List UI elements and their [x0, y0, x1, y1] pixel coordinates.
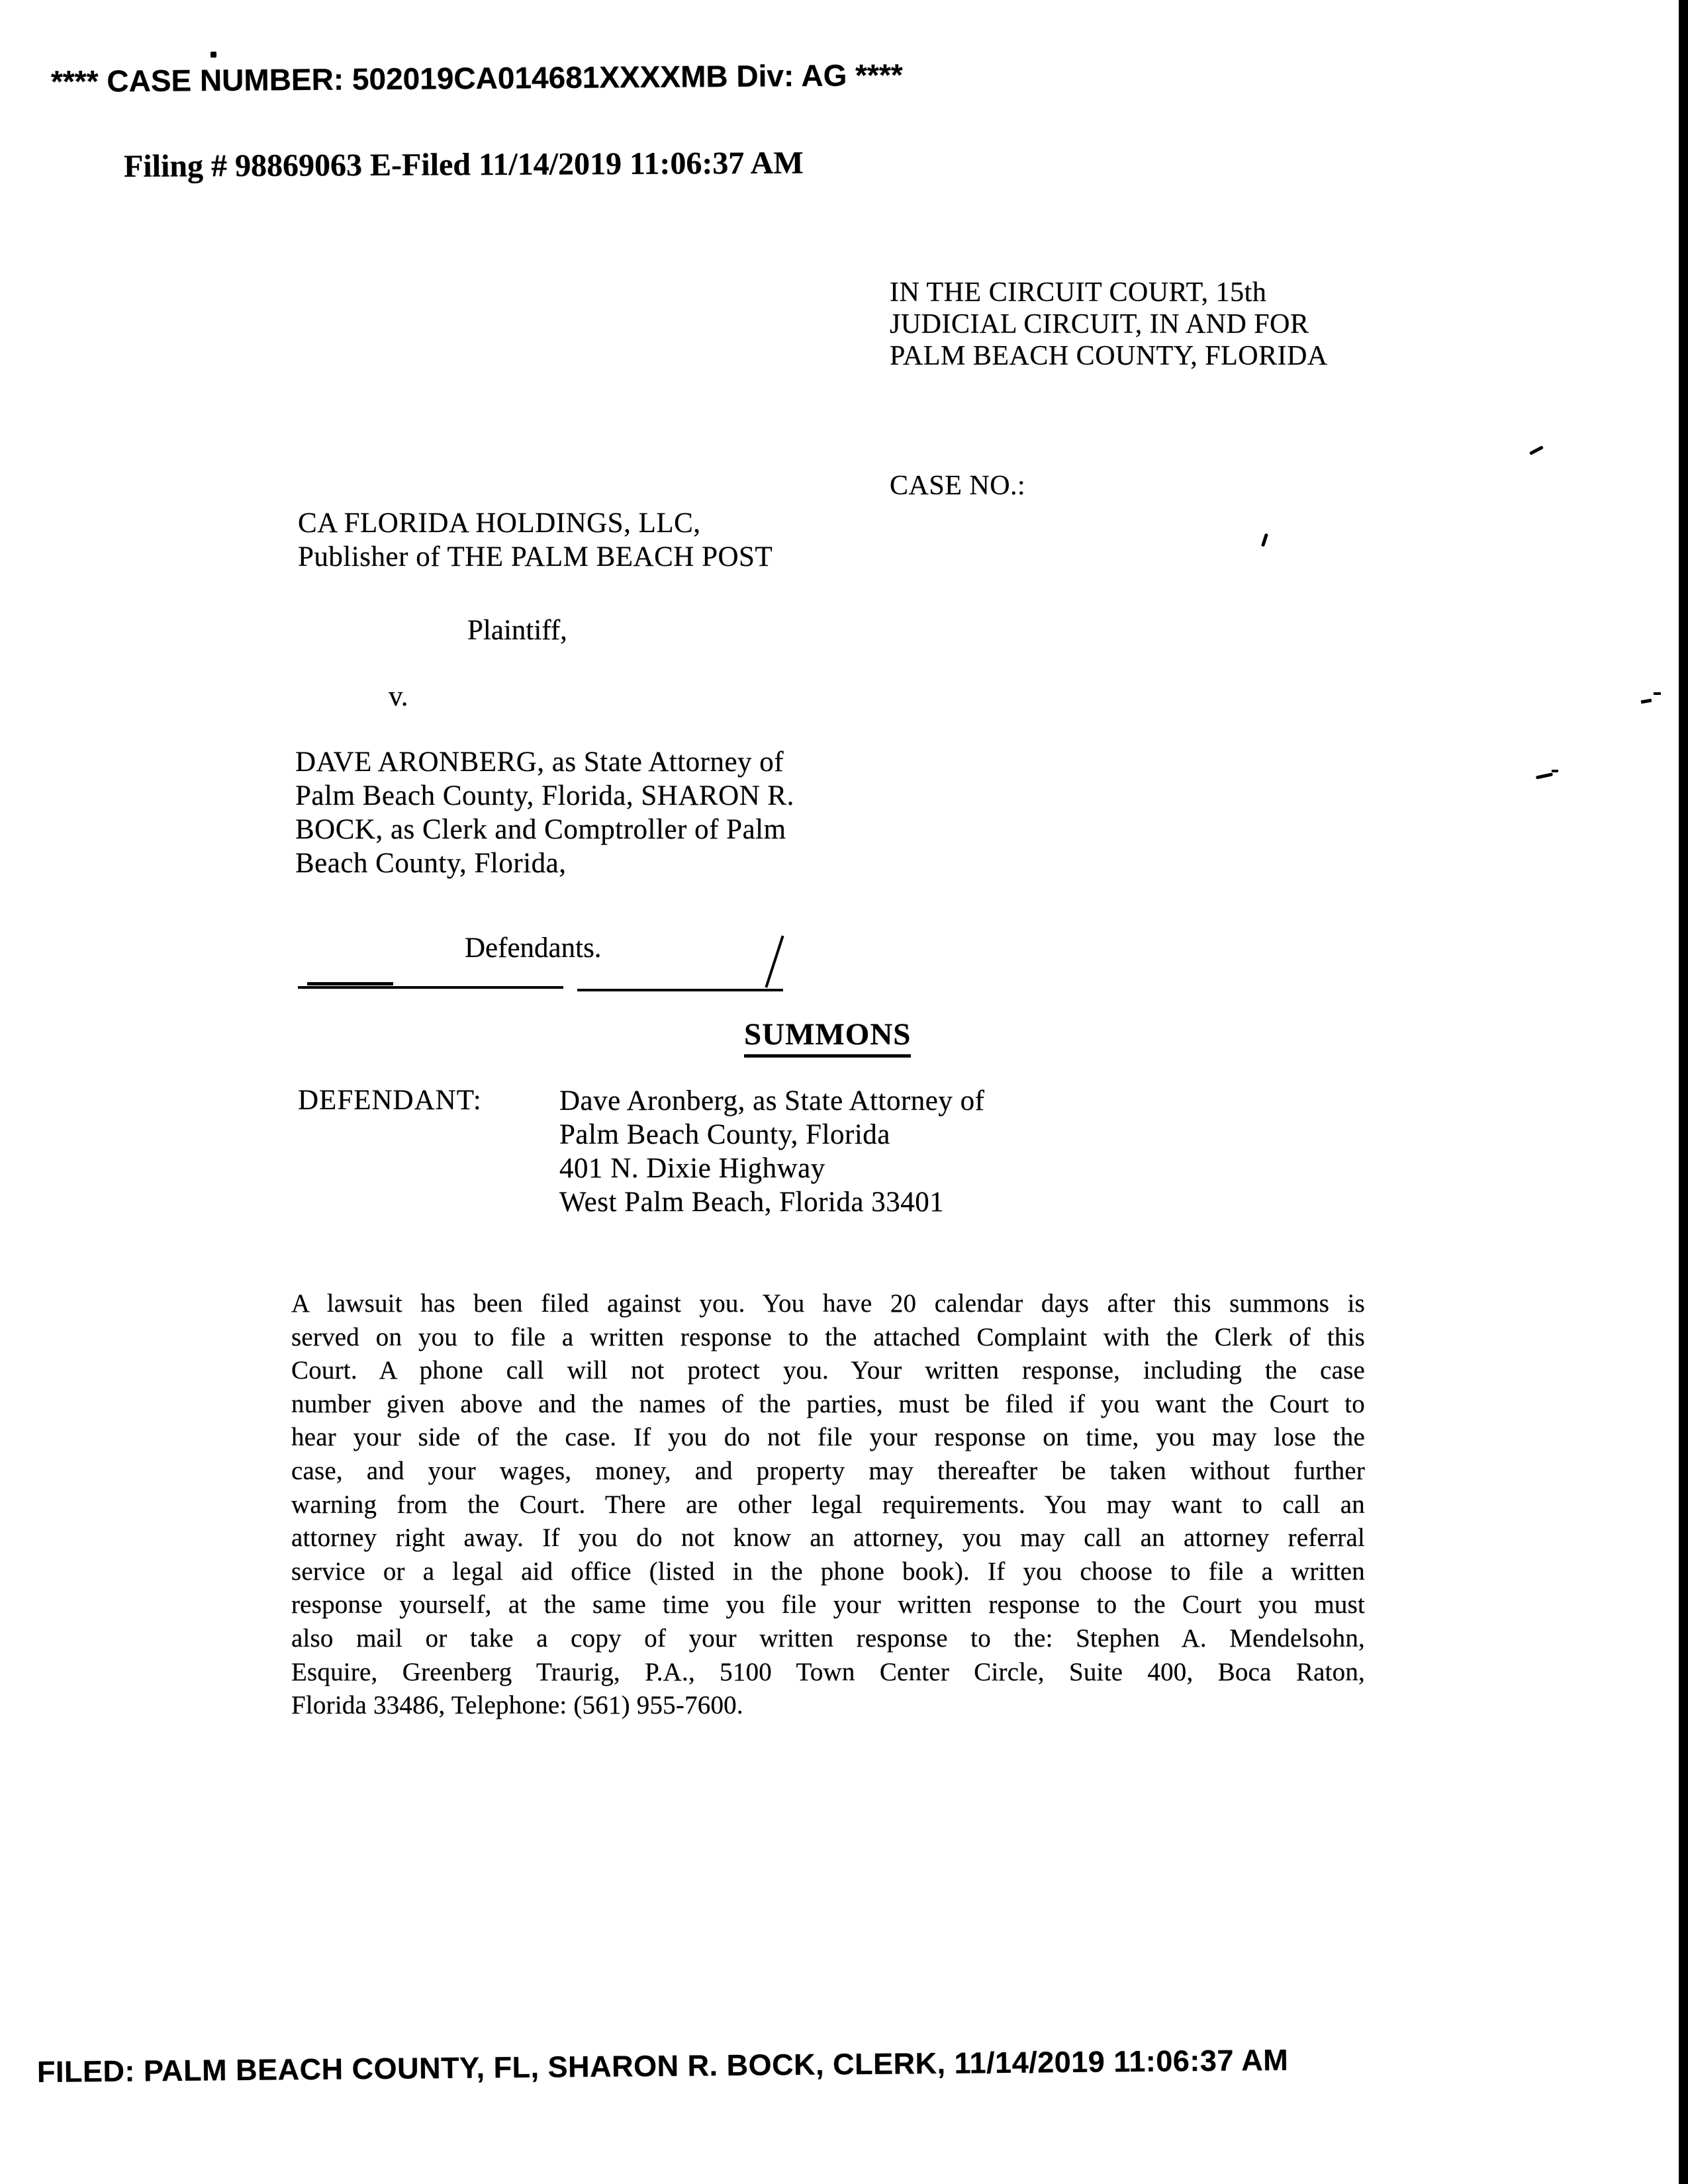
text-line: number given above and the names of the parties, must be filed if you want the Court to — [291, 1389, 1365, 1418]
case-no-label: CASE NO.: — [890, 471, 1026, 501]
scan-artifact-squiggle — [1536, 772, 1553, 779]
summons-defendant-address — [559, 1084, 984, 1219]
text-line: IN THE CIRCUIT COURT, 15th — [890, 277, 1267, 308]
summons-defendant-label: DEFENDANT: — [298, 1085, 482, 1116]
summons-body-text — [291, 1287, 1365, 1723]
text-line: A lawsuit has been filed against you. You have 20 calendar days after this summons is — [291, 1289, 1365, 1318]
text-line: PALM BEACH COUNTY, FLORIDA — [890, 341, 1328, 371]
scan-artifact-apostrophe — [1261, 533, 1268, 547]
text-line: Palm Beach County, Florida — [559, 1119, 890, 1150]
text-line: BOCK, as Clerk and Comptroller of Palm — [295, 814, 786, 845]
text-line: Esquire, Greenberg Traurig, P.A., 5100 Town Center Circle, Suite 400, Boca Raton, — [291, 1657, 1365, 1686]
text-line: Publisher of THE PALM BEACH POST — [298, 541, 773, 572]
scan-artifact-dash — [1641, 699, 1652, 704]
text-line: Beach County, Florida, — [295, 848, 567, 879]
text-line: Dave Aronberg, as State Attorney of — [559, 1085, 985, 1116]
text-line: also mail or take a copy of your written response to the: Stephen A. Mendelsohn, — [291, 1623, 1365, 1653]
caption-underline-left-thick — [307, 982, 393, 985]
scan-artifact-dot — [211, 52, 216, 58]
text-line: served on you to file a written response to the attached Complaint with the Clerk of this — [291, 1322, 1365, 1351]
text-line: hear your side of the case. If you do not file your response on time, you may lose the — [291, 1423, 1365, 1452]
text-line: Court. A phone call will not protect you. Your written response, including the case — [291, 1356, 1365, 1385]
text-line: case, and your wages, money, and property may thereafter be taken without further — [291, 1456, 1365, 1485]
text-line: JUDICIAL CIRCUIT, IN AND FOR — [890, 309, 1309, 340]
court-heading — [890, 277, 1328, 372]
text-line: warning from the Court. There are other legal requirements. You may want to call an — [291, 1490, 1365, 1519]
summons-title: SUMMONS — [744, 1017, 911, 1058]
text-line: service or a legal aid office (listed in the phone book). If you choose to file a written — [291, 1557, 1365, 1586]
scan-edge-bar — [1679, 0, 1688, 2184]
case-number-banner: **** CASE NUMBER: 502019CA014681XXXXMB Div: AG **** — [50, 57, 903, 99]
text-line: DAVE ARONBERG, as State Attorney of — [295, 747, 784, 778]
clerk-filed-stamp: FILED: PALM BEACH COUNTY, FL, SHARON R. BOCK, CLERK, 11/14/2019 11:06:37 AM — [36, 2042, 1289, 2089]
defendant-role-label: Defendants. — [465, 933, 602, 964]
text-line: CA FLORIDA HOLDINGS, LLC, — [298, 508, 701, 539]
caption-underline-left — [298, 986, 563, 989]
defendant-names — [295, 745, 794, 880]
versus-label: v. — [389, 681, 408, 712]
scan-artifact-dash-small — [1654, 692, 1661, 695]
text-line: attorney right away. If you do not know an attorney, you may call an attorney referral — [291, 1524, 1365, 1553]
text-line: Palm Beach County, Florida, SHARON R. — [295, 780, 794, 811]
scan-artifact-tick — [1529, 445, 1544, 455]
text-line: 401 N. Dixie Highway — [559, 1153, 825, 1184]
efiling-stamp: Filing # 98869063 E-Filed 11/14/2019 11:06:37 AM — [123, 145, 804, 184]
text-line: Florida 33486, Telephone: (561) 955-7600. — [291, 1691, 743, 1720]
text-line: response yourself, at the same time you file your written response to the Court you must — [291, 1590, 1365, 1619]
caption-underline-right — [577, 989, 783, 991]
plaintiff-role-label: Plaintiff, — [467, 615, 567, 646]
caption-slash-mark — [765, 935, 784, 987]
text-line: West Palm Beach, Florida 33401 — [559, 1187, 945, 1218]
plaintiff-name — [298, 506, 773, 574]
scan-artifact-squiggle-small — [1552, 770, 1558, 772]
